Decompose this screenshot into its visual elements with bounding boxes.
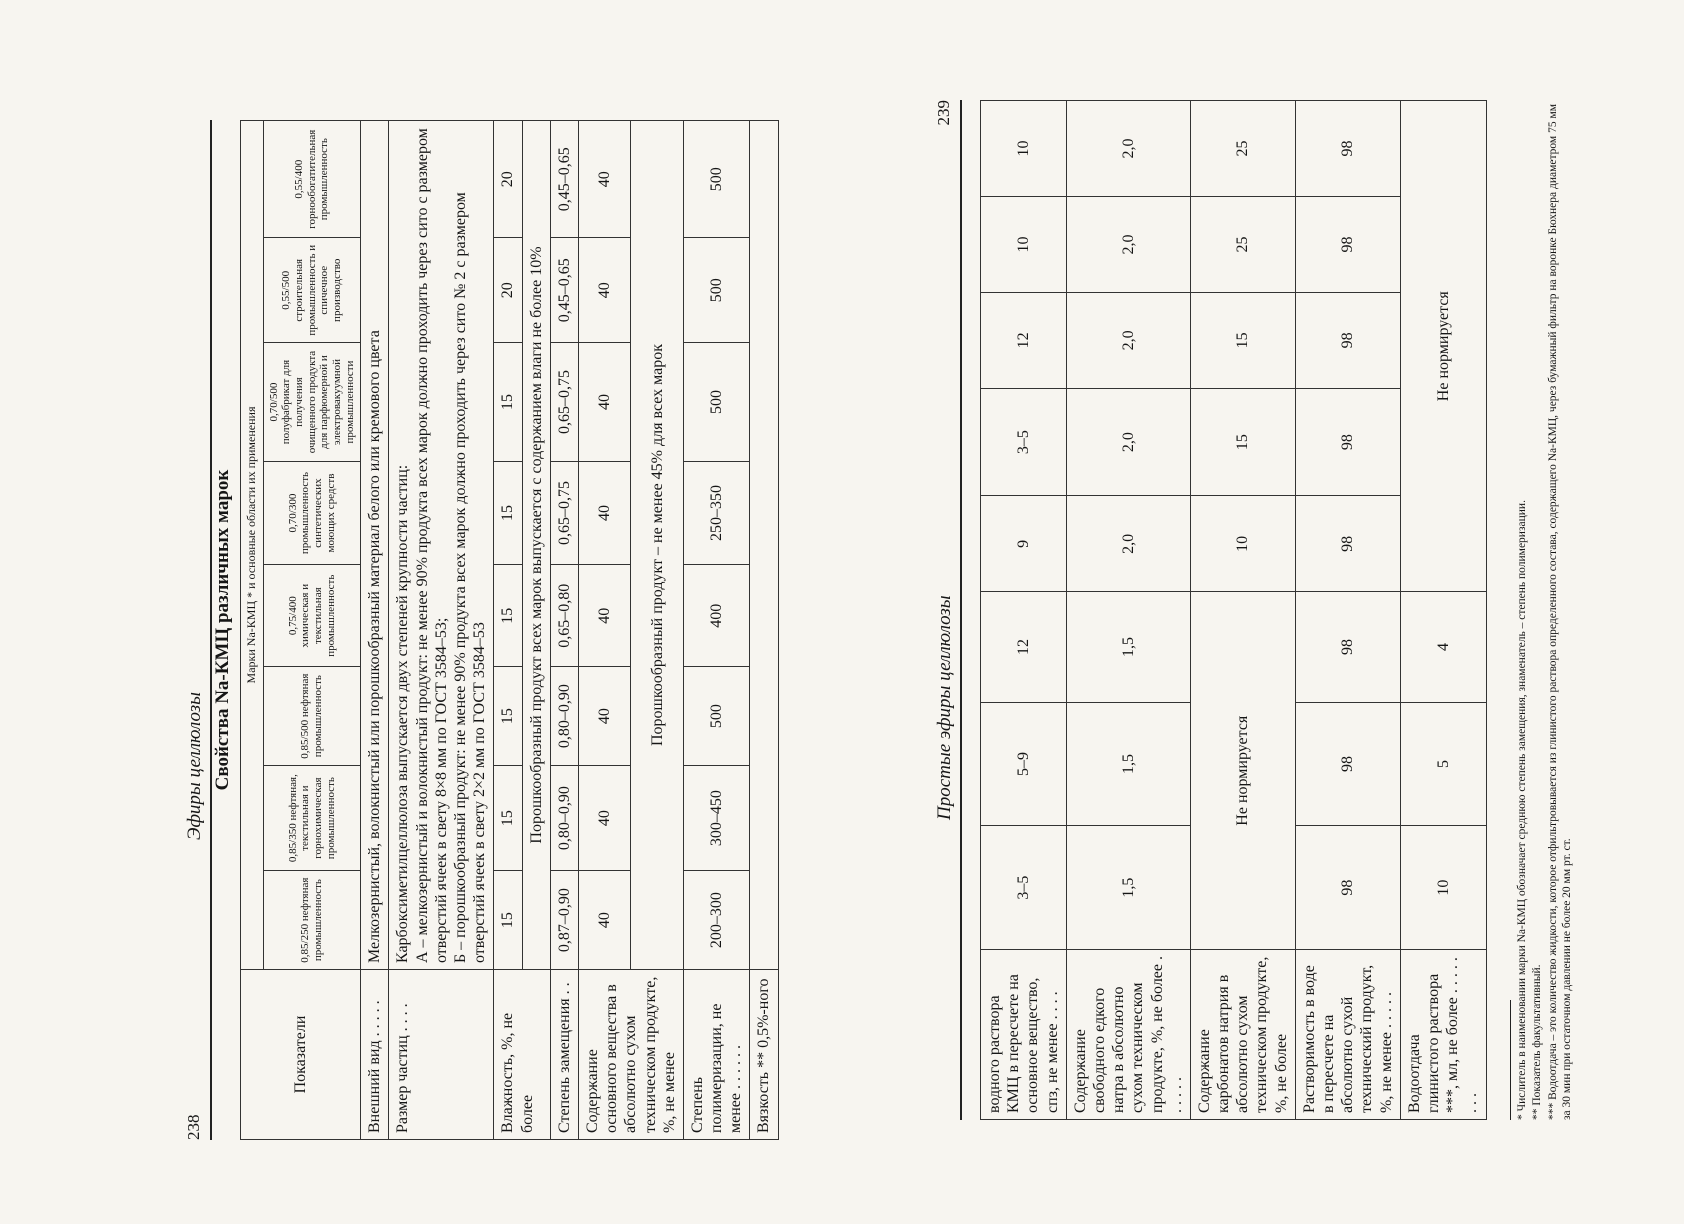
grade-header: 0,55/400 горнообогатительная промышленность: [263, 121, 360, 238]
polymerization-value: 500: [683, 343, 750, 462]
viscosity-value: 12: [981, 292, 1067, 388]
properties-table-continued: [980, 100, 1487, 1120]
row-label: Размер частиц . . . .: [389, 970, 494, 1140]
free-alkali-value: 2,0: [1066, 101, 1190, 197]
free-alkali-value: 1,5: [1066, 826, 1190, 950]
water-yield-value: 4: [1400, 592, 1486, 702]
substitution-value: 0,87–0,90: [550, 871, 578, 970]
main-substance-value: 40: [578, 871, 630, 970]
particle-a: А – мелкозернистый и волокнистый продукт: не менее 90% продукта всех марок должно проходить через сито с размером отверстий ячеек в свету 8×8 мм по ГОСТ 3584–53;: [413, 128, 450, 963]
solubility-value: 98: [1295, 702, 1400, 826]
row-label: Содержание карбонатов натрия в абсолютно сухом техническом продукте, %, не более: [1190, 950, 1295, 1120]
free-alkali-value: 2,0: [1066, 197, 1190, 293]
free-alkali-value: 2,0: [1066, 388, 1190, 496]
running-head: [184, 120, 208, 1140]
solubility-value: 98: [1295, 592, 1400, 702]
footnote: * Числитель в наименовании марки Na-КМЦ обозначает среднюю степень замещения, знаменатель – степень полимеризации.: [1516, 500, 1528, 1120]
footnote-rule: [1510, 1000, 1511, 1120]
running-head: [934, 100, 958, 1120]
carbonates-value: 25: [1190, 197, 1295, 293]
viscosity-value: 5–9: [981, 702, 1067, 826]
viscosity-continued-blank: [750, 121, 778, 970]
row-label: Внешний вид . . . . .: [361, 970, 389, 1140]
main-substance-value: 40: [578, 667, 630, 766]
table-row: [1295, 101, 1400, 1120]
viscosity-value: 10: [981, 197, 1067, 293]
row-label: Вязкость ** 0,5%-ного: [750, 970, 778, 1140]
grade-header: 0,55/500 строительная промышленность и спичечное производство: [263, 238, 360, 343]
free-alkali-value: 1,5: [1066, 592, 1190, 702]
moisture-value: 15: [494, 343, 522, 462]
carbonates-value: 10: [1190, 496, 1295, 592]
grade-header: 0,70/300 промышленность синтетических моющих средств: [263, 461, 360, 564]
grades-header: Марки Na-КМЦ * и основные области их применения: [241, 121, 264, 970]
substitution-value: 0,65–0,75: [550, 461, 578, 564]
moisture-note: Порошкообразный продукт всех марок выпускается с содержанием влаги не более 10%: [522, 121, 550, 970]
table-row: [578, 121, 630, 1140]
table-row: [1066, 101, 1190, 1120]
carbonates-value: 25: [1190, 101, 1295, 197]
table-row: [1400, 101, 1486, 1120]
main-substance-value: 40: [578, 766, 630, 871]
viscosity-value: 3–5: [981, 388, 1067, 496]
particle-b: Б – порошкообразный продукт: не менее 90% продукта всех марок должно проходить через сито № 2 с размером отверстий ячеек в свету 2×2 мм по ГОСТ 3584–53: [452, 192, 489, 963]
water-yield-value: 10: [1400, 826, 1486, 950]
grade-header: 0,85/250 нефтяная промышленность: [263, 871, 360, 970]
grade-header: 0,85/350 нефтяная, текстильная и горнохимическая промышленность: [263, 766, 360, 871]
running-title: Эфиры целлюлозы: [184, 691, 205, 840]
right-page: [930, 100, 1620, 1120]
table-row: [683, 121, 750, 1140]
table-row: [494, 121, 522, 1140]
row-label: Содержание свободного едкого натра в абсолютно сухом техническом продукте, %, не более . . . . . .: [1066, 950, 1190, 1120]
row-label: Водоотдача глинистого раствора ***, мл, не более . . . . . . . .: [1400, 950, 1486, 1120]
free-alkali-value: 2,0: [1066, 292, 1190, 388]
solubility-value: 98: [1295, 388, 1400, 496]
footnote: ** Показатель факультативный.: [1531, 964, 1544, 1120]
substitution-value: 0,65–0,75: [550, 343, 578, 462]
solubility-value: 98: [1295, 496, 1400, 592]
appearance-value: Мелкозернистый, волокнистый или порошкообразный материал белого или кремового цвета: [361, 121, 389, 970]
grade-header: 0,70/500 полуфабрикат для получения очищенного продукта для парфюмерной и электровакуумной промышленности: [263, 343, 360, 462]
moisture-value: 15: [494, 871, 522, 970]
moisture-value: 15: [494, 667, 522, 766]
table-row: [1190, 101, 1295, 1120]
properties-table: [240, 120, 779, 1140]
running-title: Простые эфиры целлюлозы: [934, 595, 955, 820]
water-yield-not-normed: Не нормируется: [1400, 101, 1486, 592]
main-substance-value: 40: [578, 343, 630, 462]
row-label: Степень полимеризации, не менее . . . . . .: [683, 970, 750, 1140]
water-yield-value: 5: [1400, 702, 1486, 826]
free-alkali-value: 1,5: [1066, 702, 1190, 826]
substitution-value: 0,80–0,90: [550, 667, 578, 766]
table-row: [981, 101, 1067, 1120]
row-label: Влажность, %, не более: [494, 970, 550, 1140]
polymerization-value: 300–450: [683, 766, 750, 871]
polymerization-value: 500: [683, 238, 750, 343]
row-label: Растворимость в воде в пересчете на абсолютно сухой технический продукт, %, не менее . . . . .: [1295, 950, 1400, 1120]
footnotes: [1510, 100, 1576, 1120]
moisture-value: 15: [494, 766, 522, 871]
viscosity-value: 10: [981, 101, 1067, 197]
substitution-value: 0,45–0,65: [550, 238, 578, 343]
substitution-value: 0,80–0,90: [550, 766, 578, 871]
polymerization-value: 500: [683, 667, 750, 766]
moisture-value: 15: [494, 565, 522, 667]
polymerization-value: 200–300: [683, 871, 750, 970]
moisture-value: 15: [494, 461, 522, 564]
polymerization-value: 400: [683, 565, 750, 667]
moisture-value: 20: [494, 121, 522, 238]
substitution-value: 0,45–0,65: [550, 121, 578, 238]
particle-intro: Карбоксиметилцеллюлоза выпускается двух степеней крупности частиц:: [394, 464, 412, 963]
row-label: водного раствора КМЦ в пересчете на основное вещество, спз, не менее . . . .: [981, 950, 1067, 1120]
col-indicator: Показатели: [241, 970, 361, 1140]
polymerization-value: 500: [683, 121, 750, 238]
viscosity-value: 3–5: [981, 826, 1067, 950]
main-substance-value: 40: [578, 461, 630, 564]
footnote: *** Водоотдача – это количество жидкости, которое отфильтровывается из глинистого раствора определенного состава, содержащего Na-КМЦ, через бумажный фильтр на воронке Бюхнера диаметром 75 мм за 30 мин при остаточном давлении не более 20 мм рт. ст.: [1546, 103, 1574, 1120]
main-substance-value: 40: [578, 238, 630, 343]
solubility-value: 98: [1295, 826, 1400, 950]
main-substance-value: 40: [578, 565, 630, 667]
carbonates-value: 15: [1190, 388, 1295, 496]
main-substance-note: Порошкообразный продукт – не менее 45% для всех марок: [631, 121, 683, 970]
grade-header: 0,85/500 нефтяная промышленность: [263, 667, 360, 766]
row-label: Степень замещения . .: [550, 970, 578, 1140]
header-row: [241, 121, 264, 1140]
row-label: Содержание основного вещества в абсолютно сухом техническом продукте, %, не менее: [578, 970, 683, 1140]
viscosity-value: 9: [981, 496, 1067, 592]
table-row: [389, 121, 494, 1140]
free-alkali-value: 2,0: [1066, 496, 1190, 592]
page-number: 239: [934, 100, 953, 126]
carbonates-value: 15: [1190, 292, 1295, 388]
page-number: 238: [184, 1114, 203, 1140]
grade-header: 0,75/400 химическая и текстильная промышленность: [263, 565, 360, 667]
particle-value: [389, 121, 494, 970]
header-rule: [960, 100, 962, 1120]
polymerization-value: 250–350: [683, 461, 750, 564]
viscosity-value: 12: [981, 592, 1067, 702]
table-row: [361, 121, 389, 1140]
table-row: [750, 121, 778, 1140]
substitution-value: 0,65–0,80: [550, 565, 578, 667]
solubility-value: 98: [1295, 292, 1400, 388]
left-page: [180, 120, 880, 1140]
moisture-value: 20: [494, 238, 522, 343]
carbonates-not-normed: Не нормируется: [1190, 592, 1295, 950]
main-substance-value: 40: [578, 121, 630, 238]
table-title: Свойства Na-КМЦ различных марок: [212, 469, 233, 791]
solubility-value: 98: [1295, 101, 1400, 197]
table-row: [550, 121, 578, 1140]
solubility-value: 98: [1295, 197, 1400, 293]
